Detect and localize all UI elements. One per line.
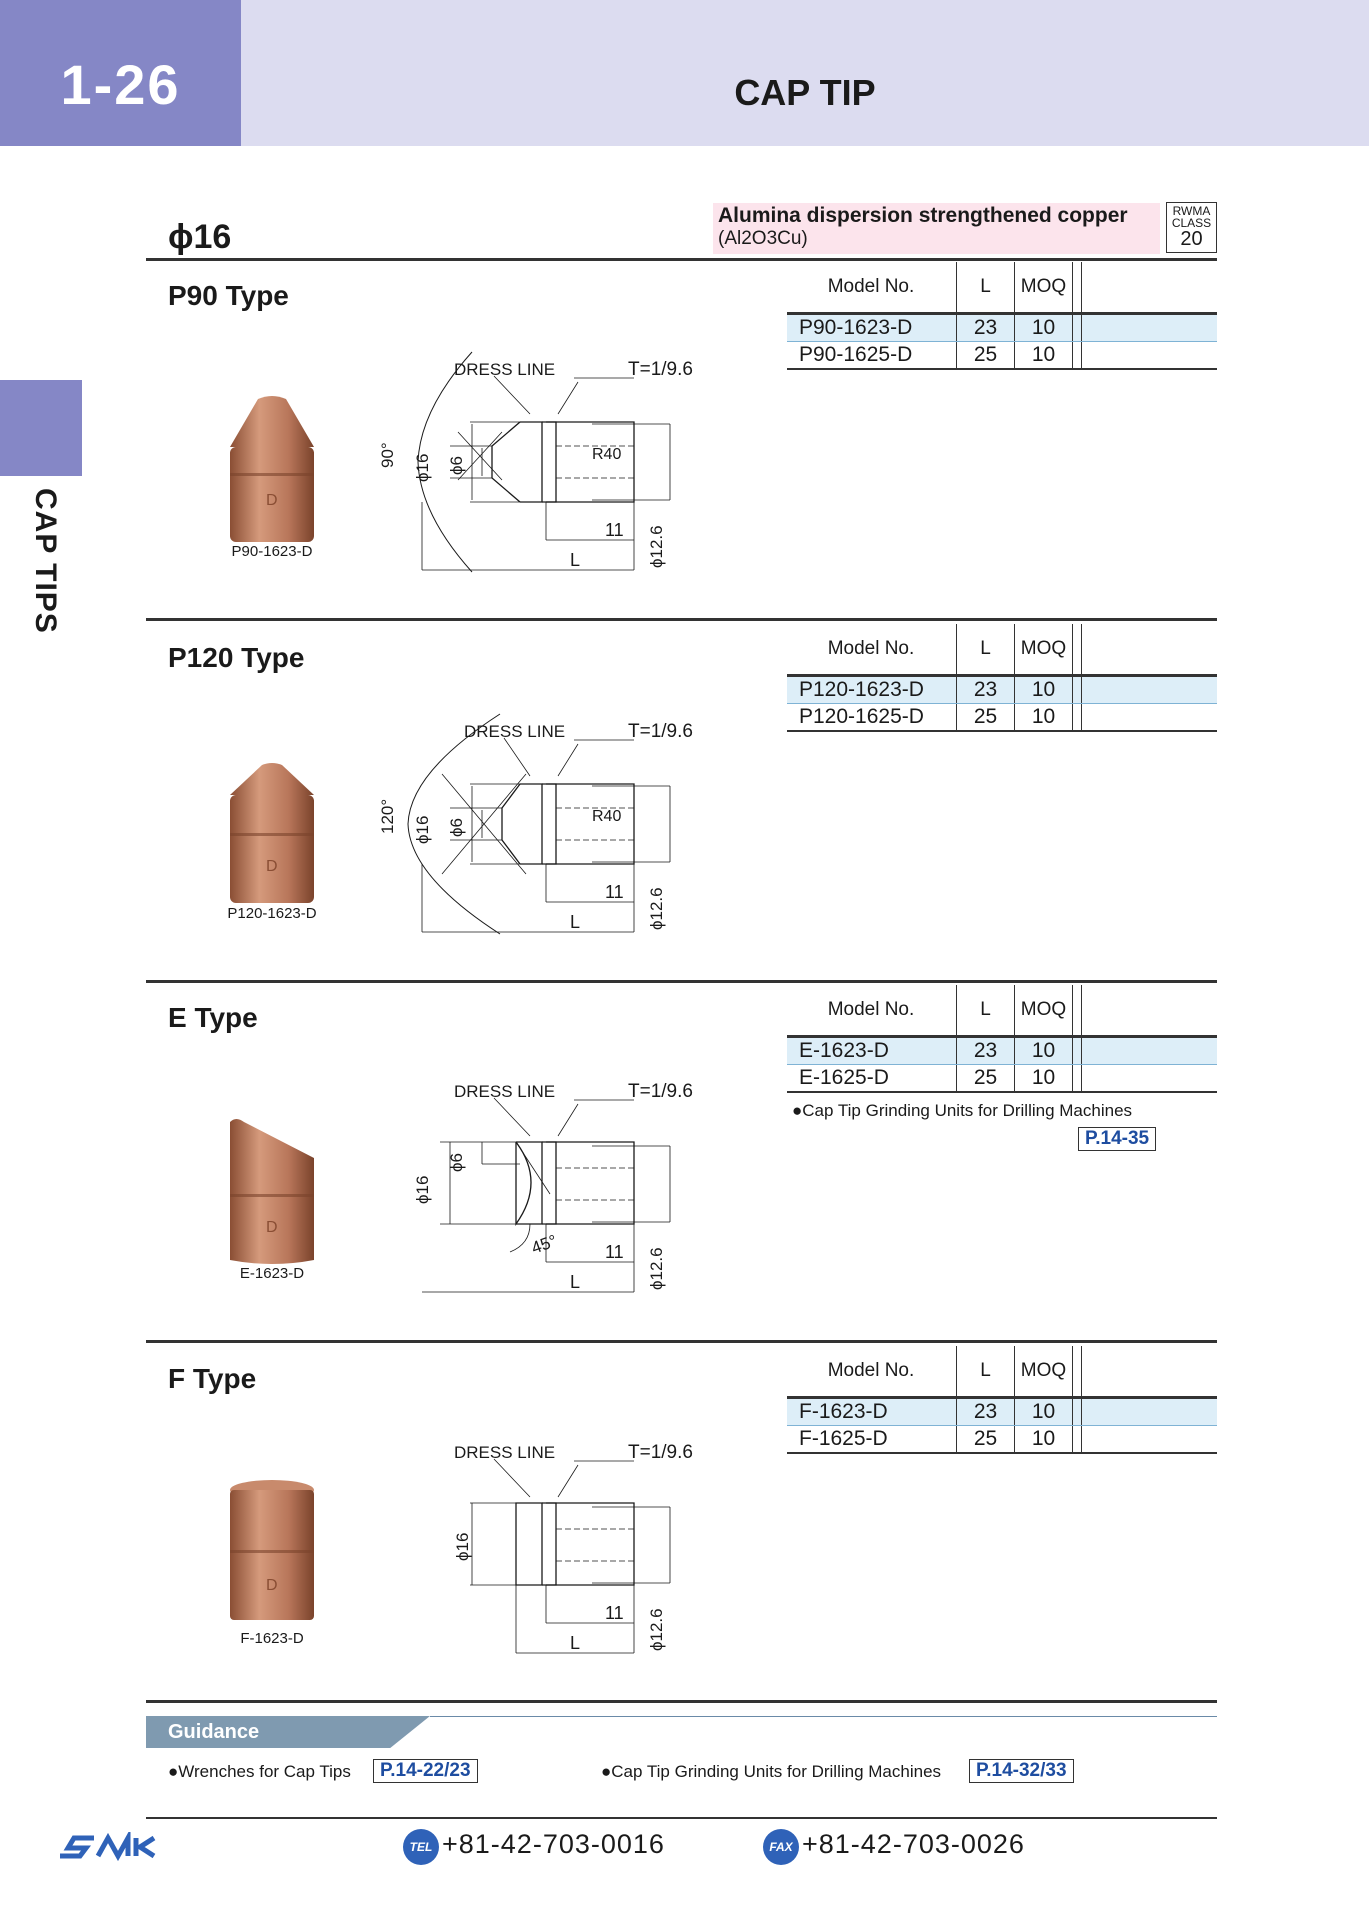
page-title: CAP TIP [734, 72, 876, 113]
section-rule [146, 618, 1217, 621]
table-row: F-1625-D 25 10 [787, 1426, 1217, 1454]
table-row: F-1623-D 23 10 [787, 1398, 1217, 1426]
guidance-item: ●Wrenches for Cap Tips [168, 1762, 351, 1781]
side-tab-marker [0, 380, 82, 476]
svg-text:D: D [266, 1577, 278, 1594]
ref-link-p14-22-23[interactable]: P.14-22/23 [373, 1759, 478, 1783]
tel-number[interactable]: +81-42-703-0016 [442, 1829, 665, 1859]
svg-text:ϕ6: ϕ6 [447, 818, 466, 837]
class-label: CLASS [1171, 216, 1212, 230]
photo-caption: P120-1623-D [227, 905, 317, 922]
svg-text:DRESS LINE: DRESS LINE [454, 1082, 556, 1101]
material-name: Alumina dispersion strengthened copper [718, 204, 1128, 227]
svg-text:ϕ12.6: ϕ12.6 [647, 887, 666, 930]
photo-caption: P90-1623-D [231, 543, 313, 560]
class-value: 20 [1180, 228, 1203, 250]
model-table-p90 [787, 262, 1217, 370]
svg-text:R40: R40 [592, 808, 622, 825]
svg-text:ϕ6: ϕ6 [447, 456, 466, 475]
svg-text:ϕ12.6: ϕ12.6 [647, 525, 666, 568]
svg-text:ϕ16: ϕ16 [413, 453, 432, 482]
svg-text:L: L [570, 1272, 581, 1292]
svg-text:DRESS LINE: DRESS LINE [454, 1443, 556, 1462]
svg-text:D: D [266, 858, 278, 875]
fax-icon: FAX [763, 1829, 799, 1865]
svg-text:90°: 90° [378, 442, 397, 468]
heading-rule [146, 258, 1217, 261]
dimension-drawing-f [370, 1433, 730, 1673]
smk-logo [56, 1832, 160, 1862]
svg-text:D: D [266, 492, 278, 509]
product-photo-e [222, 1118, 322, 1268]
grinding-note: ●Cap Tip Grinding Units for Drilling Machines [792, 1101, 1133, 1120]
table-row: E-1623-D 23 10 [787, 1037, 1217, 1065]
type-title-p90: P90 Type [168, 280, 289, 311]
section-rule [146, 980, 1217, 983]
product-photo-p120 [222, 757, 322, 907]
section-rule [146, 1340, 1217, 1343]
type-title-e: E Type [168, 1002, 258, 1033]
svg-text:T=1/9.6: T=1/9.6 [628, 721, 693, 742]
svg-text:ϕ6: ϕ6 [447, 1153, 466, 1172]
svg-text:DRESS LINE: DRESS LINE [464, 722, 566, 741]
model-table-p120: Model No. L MOQ P120-1623-D 23 10 P120-1625-D 25 10 [787, 624, 1217, 732]
product-photo-p90 [222, 395, 322, 545]
svg-text:ϕ16: ϕ16 [413, 1175, 432, 1204]
svg-text:DRESS LINE: DRESS LINE [454, 360, 556, 379]
model-table-f: Model No. L MOQ F-1623-D 23 10 F-1625-D 25 10 [787, 1346, 1217, 1454]
dimension-drawing-p120 [370, 712, 730, 952]
rwma-class-box [1166, 202, 1217, 253]
product-photo-f [222, 1478, 322, 1628]
side-tab-label: CAP TIPS [29, 488, 62, 634]
col-moq: MOQ [1015, 262, 1073, 314]
type-title-p120: P120 Type [168, 642, 305, 673]
ref-link-p14-35[interactable]: P.14-35 [1078, 1127, 1156, 1151]
svg-text:L: L [570, 550, 581, 570]
svg-text:ϕ12.6: ϕ12.6 [647, 1608, 666, 1651]
svg-text:T=1/9.6: T=1/9.6 [628, 1442, 693, 1463]
fax-number: +81-42-703-0026 [802, 1829, 1025, 1859]
col-model: Model No. [787, 262, 957, 314]
svg-text:D: D [266, 1219, 278, 1236]
table-row: E-1625-D 25 10 [787, 1065, 1217, 1093]
svg-text:L: L [570, 912, 581, 932]
material-formula: (Al2O3Cu) [718, 228, 808, 249]
svg-text:ϕ16: ϕ16 [453, 1532, 472, 1561]
tel-icon: TEL [403, 1829, 439, 1865]
svg-text:45°: 45° [528, 1231, 560, 1258]
guidance-item: ●Cap Tip Grinding Units for Drilling Machines [601, 1762, 942, 1781]
svg-text:120°: 120° [378, 798, 397, 834]
col-l: L [957, 262, 1015, 314]
svg-text:11: 11 [605, 520, 624, 540]
type-title-f: F Type [168, 1363, 257, 1394]
svg-text:ϕ16: ϕ16 [413, 815, 432, 844]
dimension-drawing-e [370, 1072, 730, 1312]
table-row: P120-1625-D 25 10 [787, 704, 1217, 732]
ref-link-p14-32-33[interactable]: P.14-32/33 [969, 1759, 1074, 1783]
rwma-label: RWMA [1172, 204, 1211, 218]
svg-text:T=1/9.6: T=1/9.6 [628, 359, 693, 380]
svg-text:ϕ12.6: ϕ12.6 [647, 1247, 666, 1290]
photo-caption: E-1623-D [239, 1265, 305, 1282]
svg-text:T=1/9.6: T=1/9.6 [628, 1081, 693, 1102]
svg-text:L: L [570, 1633, 581, 1653]
table-row: P90-1623-D 23 10 [787, 314, 1217, 342]
table-row: P90-1625-D 25 10 [787, 342, 1217, 370]
guidance-line [430, 1716, 1217, 1717]
footer-rule [146, 1817, 1217, 1819]
svg-text:11: 11 [605, 1603, 624, 1623]
dimension-drawing-p90 [370, 350, 730, 590]
table-row: P120-1623-D 23 10 [787, 676, 1217, 704]
guidance-rule [146, 1700, 1217, 1703]
svg-text:R40: R40 [592, 446, 622, 463]
photo-caption: F-1623-D [240, 1630, 304, 1647]
svg-text:11: 11 [605, 882, 624, 902]
model-table-e: Model No. L MOQ E-1623-D 23 10 E-1625-D 25 10 [787, 985, 1217, 1093]
diameter-heading: ϕ16 [168, 218, 232, 256]
svg-text:11: 11 [605, 1242, 624, 1262]
page-number: 1-26 [60, 53, 181, 116]
guidance-label: Guidance [168, 1721, 260, 1743]
